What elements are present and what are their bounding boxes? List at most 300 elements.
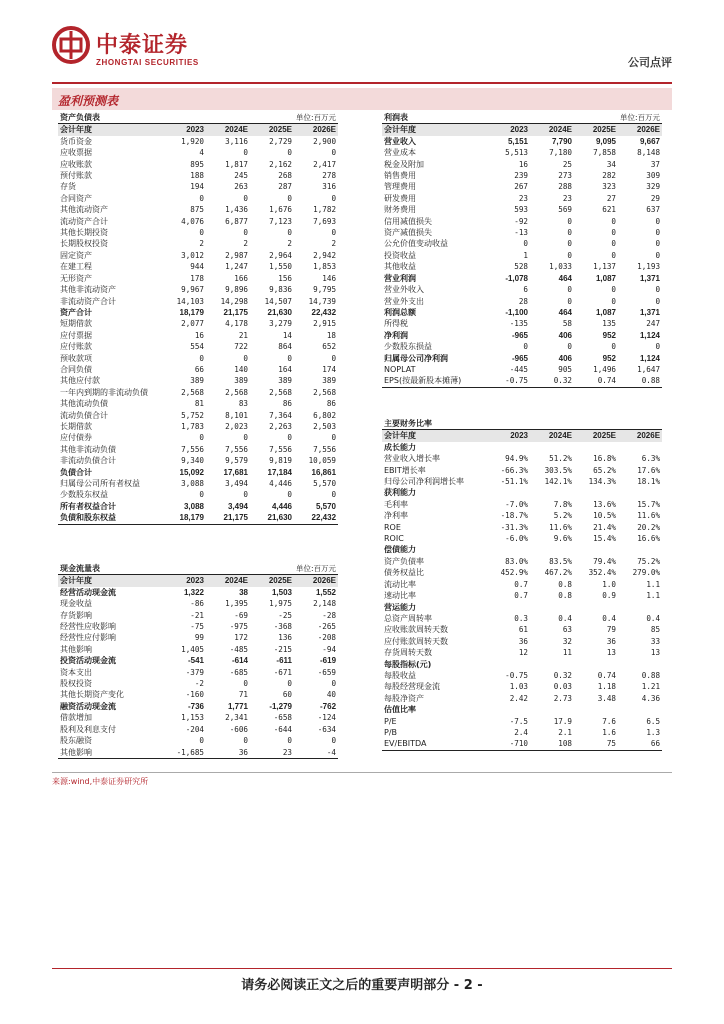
row-value: -614 xyxy=(231,656,248,666)
row-value: -4 xyxy=(294,747,338,759)
row-value: 0 xyxy=(611,250,616,260)
row-value: 5,570 xyxy=(315,501,337,511)
row-value: 0 xyxy=(287,148,292,158)
row-value: 323 xyxy=(602,182,616,192)
row-value: 21 xyxy=(238,330,248,340)
row-value: -1,100 xyxy=(505,307,528,317)
row-label: 其他影响 xyxy=(60,644,92,654)
table-row xyxy=(58,712,338,723)
row-value: 0.7 xyxy=(514,591,528,601)
column-header: 2023 xyxy=(186,576,204,586)
row-value: 6.3% xyxy=(641,454,661,464)
row-value: 134.3% xyxy=(588,477,616,487)
row-value: 0 xyxy=(243,679,248,689)
table-row xyxy=(58,341,338,352)
table-row xyxy=(382,147,662,158)
row-value: -379 xyxy=(185,667,204,677)
table-row xyxy=(58,193,338,204)
row-value: 0.88 xyxy=(618,375,662,387)
row-value: 0 xyxy=(199,736,204,746)
row-value: -208 xyxy=(317,633,337,643)
row-value: 172 xyxy=(234,633,248,643)
row-value xyxy=(486,704,530,715)
row-value xyxy=(574,544,618,555)
column-header: 2024E xyxy=(224,576,248,586)
row-value: 14,103 xyxy=(176,296,204,306)
row-value: 2.4 xyxy=(514,727,528,737)
row-value: 3,116 xyxy=(225,136,248,146)
row-value xyxy=(486,602,530,613)
row-label: ROE xyxy=(384,522,401,532)
row-label: 存货周转天数 xyxy=(384,648,432,658)
table-row xyxy=(58,159,338,170)
row-value: -86 xyxy=(190,599,204,609)
row-value: 0 xyxy=(243,353,248,363)
row-value: 0 xyxy=(287,353,292,363)
row-label: 其他非流动资产 xyxy=(60,285,116,295)
row-value: 0 xyxy=(655,239,661,249)
row-value: 4,446 xyxy=(271,501,292,511)
row-value: 1,552 xyxy=(315,587,337,597)
table-row xyxy=(58,296,338,307)
row-value: 15.7% xyxy=(637,499,661,509)
row-value: 0.3 xyxy=(514,613,528,623)
row-value: 0 xyxy=(655,228,661,238)
row-label: 货币资金 xyxy=(60,136,92,146)
row-value: -975 xyxy=(229,622,248,632)
row-value: 21,630 xyxy=(267,307,292,317)
row-label: 存货影响 xyxy=(60,610,92,620)
row-value: 75.2% xyxy=(637,556,661,566)
row-value: -66.3% xyxy=(500,465,528,475)
row-value: 1,782 xyxy=(313,205,337,215)
row-value: 1,550 xyxy=(269,262,292,272)
row-value: 1.21 xyxy=(641,682,661,692)
row-value: 135 xyxy=(602,319,616,329)
row-label: 应付债券 xyxy=(60,433,92,443)
row-value: -634 xyxy=(317,724,337,734)
row-value: 2,900 xyxy=(313,136,337,146)
row-value: 1,137 xyxy=(593,262,616,272)
table-row xyxy=(382,636,662,647)
row-value: 37 xyxy=(650,159,661,169)
row-value: 66 xyxy=(194,364,204,374)
row-value: 0.32 xyxy=(530,375,574,387)
table-row xyxy=(382,499,662,510)
row-label: 信用减值损失 xyxy=(384,216,432,226)
row-value: 0 xyxy=(567,250,572,260)
row-label: 其他流动负债 xyxy=(60,399,108,409)
row-value xyxy=(574,602,618,613)
row-value: 905 xyxy=(558,364,572,374)
balance-sheet-panel xyxy=(58,112,338,525)
row-label: 营业成本 xyxy=(384,148,416,158)
column-header: 2024E xyxy=(548,125,572,135)
row-label: 现金收益 xyxy=(60,599,92,609)
row-value: 2,568 xyxy=(269,387,292,397)
row-value: 329 xyxy=(646,182,661,192)
row-value: 1,783 xyxy=(181,421,204,431)
row-value: -445 xyxy=(509,364,528,374)
row-value: 0 xyxy=(199,228,204,238)
row-value: 60 xyxy=(282,690,292,700)
row-label: ROIC xyxy=(384,534,404,544)
row-label: 资产负债率 xyxy=(384,556,424,566)
row-value: 263 xyxy=(234,182,248,192)
row-value: -204 xyxy=(185,724,204,734)
table-row xyxy=(58,644,338,655)
row-label: 无形资产 xyxy=(60,273,92,283)
row-value: -368 xyxy=(273,622,292,632)
column-header: 2023 xyxy=(186,125,204,135)
row-value: 309 xyxy=(646,171,661,181)
row-value: 83.0% xyxy=(505,556,528,566)
row-value: 51.2% xyxy=(549,454,572,464)
row-value: 21,630 xyxy=(250,512,294,524)
table-row xyxy=(58,364,338,375)
row-value: 2,964 xyxy=(269,250,292,260)
row-value: 3,088 xyxy=(183,501,204,511)
row-value: 1.6 xyxy=(602,727,616,737)
table-row xyxy=(58,701,338,712)
row-value: 16.6% xyxy=(637,534,661,544)
row-value: 0 xyxy=(655,296,661,306)
column-header: 2026E xyxy=(312,125,337,135)
table-row xyxy=(382,238,662,249)
row-value: 21,175 xyxy=(206,512,250,524)
column-header: 2024E xyxy=(224,125,248,135)
row-value: -69 xyxy=(234,610,248,620)
row-value: 864 xyxy=(278,342,292,352)
table-row xyxy=(382,250,662,261)
row-value: 86 xyxy=(326,399,337,409)
row-value: -965 xyxy=(511,330,528,340)
row-value: 140 xyxy=(234,364,248,374)
table-header-row xyxy=(382,124,662,136)
table-row xyxy=(382,216,662,227)
table-row xyxy=(58,678,338,689)
column-header: 2023 xyxy=(510,431,528,441)
row-label: 销售费用 xyxy=(384,171,416,181)
row-value: 467.2% xyxy=(544,568,572,578)
column-header: 2025E xyxy=(592,431,616,441)
table-header-row xyxy=(382,430,662,442)
row-value: 58 xyxy=(562,319,572,329)
row-label: 应收账款周转天数 xyxy=(384,625,448,635)
table-row xyxy=(382,670,662,681)
row-value: 3,494 xyxy=(225,479,248,488)
row-value: 86 xyxy=(282,399,292,409)
row-value xyxy=(486,442,530,453)
row-value xyxy=(530,544,574,555)
row-value: 4,446 xyxy=(269,479,292,488)
row-label: 营业外支出 xyxy=(384,296,424,306)
row-value: 10,059 xyxy=(308,456,337,466)
row-label: EPS(按最新股本摊薄) xyxy=(382,375,486,387)
row-value: 0 xyxy=(287,736,292,746)
row-value: 5,513 xyxy=(505,148,528,158)
column-header: 会计年度 xyxy=(384,431,416,441)
row-value: 7,556 xyxy=(181,444,204,454)
row-value: 0 xyxy=(331,228,337,238)
row-value xyxy=(530,442,574,453)
row-label: 财务费用 xyxy=(384,205,416,215)
row-value: 11 xyxy=(562,648,572,658)
row-value: 1,920 xyxy=(181,136,204,146)
row-value: 895 xyxy=(190,159,204,169)
row-value: 21,175 xyxy=(223,307,248,317)
row-value: 8,101 xyxy=(225,410,248,420)
row-value: 652 xyxy=(322,342,337,352)
row-value: 1,405 xyxy=(181,644,204,654)
table-row xyxy=(58,398,338,409)
row-value: -28 xyxy=(322,610,337,620)
row-value: 1.1 xyxy=(646,591,661,601)
row-value: 267 xyxy=(514,182,528,192)
table-row xyxy=(58,410,338,421)
row-value: 528 xyxy=(514,262,528,272)
row-label: 营业收入增长率 xyxy=(384,454,440,464)
row-value: 0 xyxy=(331,433,337,443)
row-value: 15.4% xyxy=(593,534,616,544)
row-value: -135 xyxy=(509,319,528,329)
row-value: 278 xyxy=(322,171,337,181)
row-value: 3,494 xyxy=(227,501,248,511)
table-row xyxy=(58,598,338,609)
row-value: 0 xyxy=(199,193,204,203)
row-label: 所有者权益合计 xyxy=(60,501,116,511)
row-label: 存货 xyxy=(60,182,76,192)
row-label: 经营性应付影响 xyxy=(60,633,116,643)
table-row xyxy=(58,273,338,284)
financial-ratios-panel xyxy=(382,418,662,751)
row-label: 所得税 xyxy=(384,319,408,329)
row-value: 722 xyxy=(234,342,248,352)
row-value: -51.1% xyxy=(500,477,528,487)
table-row xyxy=(58,284,338,295)
row-value: 0.8 xyxy=(558,591,572,601)
row-value: 0 xyxy=(567,239,572,249)
row-label: 负债合计 xyxy=(60,467,92,477)
row-value: 23 xyxy=(518,193,528,203)
row-value: 0 xyxy=(523,239,528,249)
row-value: 1,124 xyxy=(639,353,661,363)
table-row xyxy=(382,522,662,533)
row-value: 621 xyxy=(602,205,616,215)
row-label: 在建工程 xyxy=(60,262,92,272)
table-row xyxy=(58,307,338,318)
ratios-table xyxy=(382,418,662,751)
row-value: 6,802 xyxy=(313,410,337,420)
row-value: 952 xyxy=(602,330,616,340)
row-value: 188 xyxy=(190,171,204,181)
row-value xyxy=(486,544,530,555)
row-value: 1,371 xyxy=(639,307,661,317)
table-row xyxy=(58,478,338,489)
table-row xyxy=(382,647,662,658)
row-value: 2,162 xyxy=(269,159,292,169)
table-row xyxy=(382,296,662,307)
row-value: 40 xyxy=(326,690,337,700)
row-value: -25 xyxy=(278,610,292,620)
row-value xyxy=(574,704,618,715)
table-row xyxy=(382,602,662,613)
row-value: -685 xyxy=(229,667,248,677)
row-label: 股东融资 xyxy=(60,736,92,746)
row-value: 247 xyxy=(646,319,661,329)
row-value: 268 xyxy=(278,171,292,181)
row-label: 获利能力 xyxy=(384,488,416,498)
table-row xyxy=(58,353,338,364)
row-value: -606 xyxy=(229,724,248,734)
row-value: 0 xyxy=(611,216,616,226)
row-value: 0.03 xyxy=(553,682,572,692)
row-value: 0.74 xyxy=(597,670,616,680)
row-value: 2 xyxy=(287,239,292,249)
row-value: 13 xyxy=(606,648,616,658)
row-label: 管理费用 xyxy=(384,182,416,192)
row-value xyxy=(574,659,618,670)
row-value: 108 xyxy=(530,738,574,750)
row-value: 0 xyxy=(331,193,337,203)
row-value: 17.9 xyxy=(553,716,572,726)
row-value: 1,087 xyxy=(595,307,616,317)
row-value: 5.2% xyxy=(553,511,572,521)
row-value: 0 xyxy=(287,490,292,500)
row-value: 18 xyxy=(326,330,337,340)
row-value: 2 xyxy=(199,239,204,249)
table-row xyxy=(382,590,662,601)
cash_flow-table xyxy=(58,563,338,759)
row-value: 178 xyxy=(190,273,204,283)
table-unit: 单位:百万元 xyxy=(619,113,661,122)
row-value: 3,279 xyxy=(269,319,292,329)
row-value: 569 xyxy=(558,205,572,215)
row-value: 245 xyxy=(234,171,248,181)
column-header: 2026E xyxy=(312,576,337,586)
table-title: 主要财务比率 xyxy=(384,419,432,428)
row-value: 2,341 xyxy=(225,713,248,723)
row-value: 554 xyxy=(190,342,204,352)
table-row xyxy=(58,455,338,466)
row-value: -1,279 xyxy=(269,701,292,711)
row-value xyxy=(618,704,662,715)
zhongtai-logo-icon xyxy=(52,26,90,64)
row-label: 应收账款 xyxy=(60,159,92,169)
table-row xyxy=(58,724,338,735)
row-value: 2,568 xyxy=(313,387,337,397)
row-value: 20.2% xyxy=(637,522,661,532)
table-row xyxy=(382,613,662,624)
row-value: 0.8 xyxy=(558,579,572,589)
row-value: 2,942 xyxy=(313,250,337,260)
row-value: 0.4 xyxy=(602,613,616,623)
row-value: 0.4 xyxy=(646,613,661,623)
row-value: -644 xyxy=(273,724,292,734)
row-value: 0 xyxy=(243,148,248,158)
row-value: 9,896 xyxy=(225,285,248,295)
row-value: 0.32 xyxy=(553,670,572,680)
row-value: 0 xyxy=(331,490,337,500)
row-value: 4.36 xyxy=(641,693,661,703)
row-value: -1,078 xyxy=(505,273,528,283)
row-value: 22,432 xyxy=(294,512,338,524)
row-value: 9.6% xyxy=(553,534,572,544)
row-value: 3,088 xyxy=(181,479,204,488)
row-value: 14,507 xyxy=(264,296,292,306)
table-row xyxy=(58,387,338,398)
row-value: 5,570 xyxy=(313,479,337,488)
row-value: 2,503 xyxy=(313,421,337,431)
row-value: -541 xyxy=(187,656,204,666)
row-label: 归母公司净利润增长率 xyxy=(384,477,464,487)
table-row xyxy=(58,330,338,341)
row-label: 其他应付款 xyxy=(60,376,100,386)
row-value: 0.74 xyxy=(574,375,618,387)
row-label: 借款增加 xyxy=(60,713,92,723)
table-row xyxy=(382,476,662,487)
table-row xyxy=(382,487,662,498)
row-value: -160 xyxy=(185,690,204,700)
row-label: 应收票据 xyxy=(60,148,92,158)
row-label: 应付票据 xyxy=(60,330,92,340)
row-value: 166 xyxy=(234,273,248,283)
row-value: 14 xyxy=(282,330,292,340)
row-value: 2,915 xyxy=(313,319,337,329)
row-value: 0 xyxy=(287,228,292,238)
row-value: 1,153 xyxy=(181,713,204,723)
row-label: 投资收益 xyxy=(384,250,416,260)
row-value: -215 xyxy=(273,644,292,654)
row-label: 股利及利息支付 xyxy=(60,724,116,734)
table-row xyxy=(58,136,338,147)
column-header: 会计年度 xyxy=(384,125,416,135)
table-row xyxy=(58,735,338,746)
table-row xyxy=(58,501,338,512)
table-title-row xyxy=(382,112,662,124)
row-value: 9,967 xyxy=(181,285,204,295)
row-value: 6 xyxy=(523,285,528,295)
row-label: 毛利率 xyxy=(384,499,408,509)
table-header-row xyxy=(58,575,338,587)
row-value: 85 xyxy=(650,625,661,635)
row-value: 65.2% xyxy=(593,465,616,475)
row-value: -736 xyxy=(187,701,204,711)
row-label: 每股经营现金流 xyxy=(384,682,440,692)
row-label: 流动比率 xyxy=(384,579,416,589)
row-value: 15,092 xyxy=(179,467,204,477)
table-row xyxy=(382,193,662,204)
table-row xyxy=(382,204,662,215)
row-value xyxy=(618,544,662,555)
row-value: 1,436 xyxy=(225,205,248,215)
row-value xyxy=(618,659,662,670)
table-row xyxy=(382,465,662,476)
row-value: -762 xyxy=(320,701,337,711)
table-unit: 单位:百万元 xyxy=(295,113,337,122)
row-value: 1,647 xyxy=(637,364,661,374)
row-value: 9,667 xyxy=(639,136,661,146)
row-value: 3,012 xyxy=(181,250,204,260)
row-value: 61 xyxy=(518,625,528,635)
row-value: 194 xyxy=(190,182,204,192)
row-value: -710 xyxy=(486,738,530,750)
column-header: 2025E xyxy=(592,125,616,135)
row-value: -1,685 xyxy=(162,747,206,759)
row-value: 0 xyxy=(655,285,661,295)
row-value: 0 xyxy=(611,296,616,306)
table-row xyxy=(58,655,338,666)
